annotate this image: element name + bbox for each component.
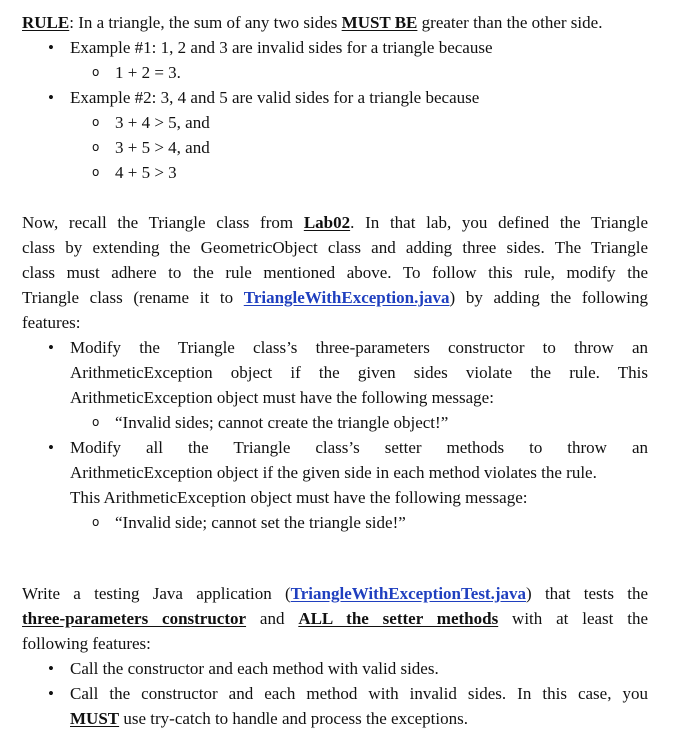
bullet-icon: • (48, 88, 54, 107)
constructor-emphasis: three-parameters constructor (22, 609, 247, 628)
para1-line-2: class by extending the GeometricObject class and adding three sides. The Triangle (22, 238, 648, 257)
circle-bullet-icon: o (92, 140, 100, 154)
modify-item-1-message: o “Invalid sides; cannot create the triangle object!” (22, 410, 648, 435)
rule-statement: RULE: In a triangle, the sum of any two sides MUST BE greater than the other side. (22, 13, 603, 32)
para2-line-3: following features: (22, 634, 151, 653)
para2-line-1: Write a testing Java application (TriangleWithExceptionTest.java) that tests the (22, 584, 648, 603)
must-be-emphasis: MUST BE (341, 13, 418, 32)
circle-bullet-icon: o (92, 415, 100, 429)
lab-reference: Lab02 (303, 213, 351, 232)
para1-line-3: class must adhere to the rule mentioned above. To follow this rule, modify the (22, 263, 648, 282)
rule-label: RULE (22, 13, 70, 32)
setters-emphasis: ALL the setter methods (298, 609, 499, 628)
para1-line-5: features: (22, 313, 81, 332)
example-2-sub-2: o 3 + 5 > 4, and (22, 135, 648, 160)
para1-line-1: Now, recall the Triangle class from Lab02. In that lab, you defined the Triangle (22, 213, 649, 232)
para2-line-2: three-parameters constructor and ALL the setter methods with at least the (22, 609, 649, 628)
filename-link[interactable]: TriangleWithException.java (243, 288, 450, 307)
bullet-icon: • (48, 338, 54, 357)
example-2-sub-3: o 4 + 5 > 3 (22, 160, 648, 185)
example-1: • Example #1: 1, 2 and 3 are invalid sides for a triangle because (22, 35, 648, 60)
must-emphasis: MUST (70, 709, 120, 728)
modify-item-1: • Modify the Triangle class’s three-parameters constructor to throw an ArithmeticException object if the given sides violate the rule. This ArithmeticException object must have the following message: (22, 335, 648, 410)
bullet-icon: • (48, 38, 54, 57)
modify-item-2-message: o “Invalid side; cannot set the triangle side!” (22, 510, 648, 535)
feature-2: • Call the constructor and each method with invalid sides. In this case, you MUST use try-catch to handle and process the exceptions. (22, 681, 648, 731)
example-2: • Example #2: 3, 4 and 5 are valid sides for a triangle because (22, 85, 648, 110)
modify-item-2: • Modify all the Triangle class’s setter methods to throw an ArithmeticException object if the given side in each method violates the rule. This ArithmeticException object must have the following message: (22, 435, 648, 510)
circle-bullet-icon: o (92, 115, 100, 129)
circle-bullet-icon: o (92, 165, 100, 179)
document-page (22, 10, 648, 731)
circle-bullet-icon: o (92, 65, 100, 79)
para1-line-4: Triangle class (rename it to TriangleWithException.java) by adding the following (22, 288, 648, 307)
bullet-icon: • (48, 438, 54, 457)
feature-1: • Call the constructor and each method with valid sides. (22, 656, 648, 681)
example-1-sub-1: o 1 + 2 = 3. (22, 60, 648, 85)
test-filename-link[interactable]: TriangleWithExceptionTest.java (290, 584, 527, 603)
bullet-icon: • (48, 659, 54, 678)
example-2-sub-1: o 3 + 4 > 5, and (22, 110, 648, 135)
circle-bullet-icon: o (92, 515, 100, 529)
bullet-icon: • (48, 684, 54, 703)
